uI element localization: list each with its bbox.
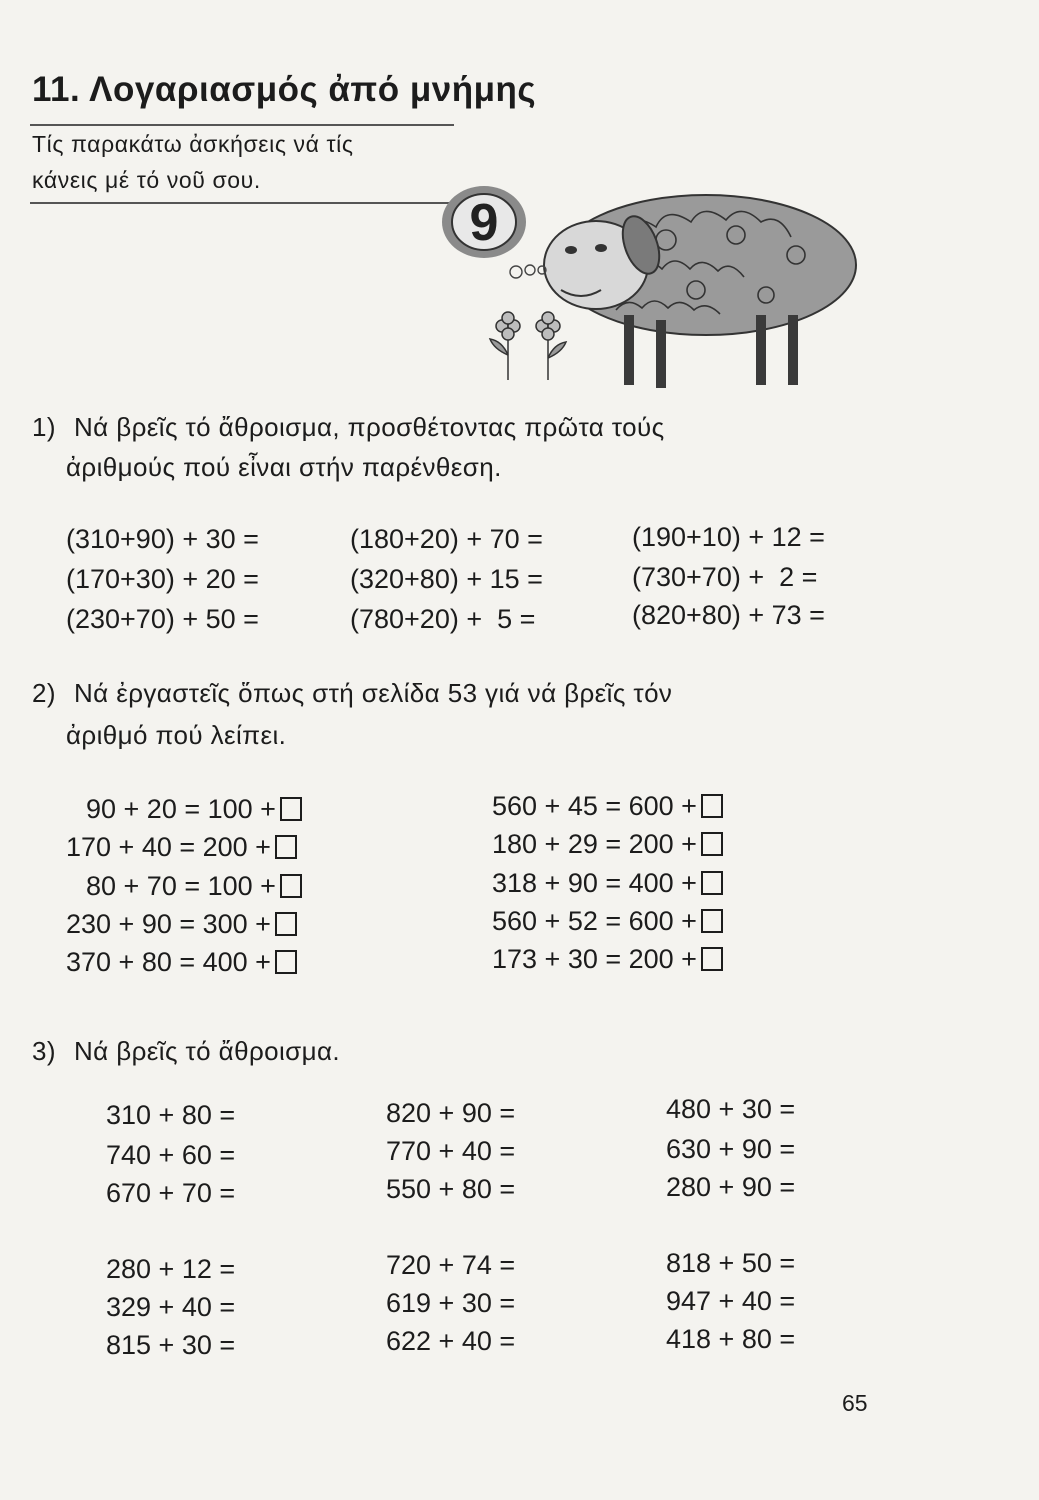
sheep-icon (436, 180, 866, 390)
answer-box[interactable] (701, 794, 723, 818)
ex1-item: (310+90) + 30 = (66, 524, 259, 554)
badge-digit: 9 (469, 194, 499, 252)
answer-box[interactable] (280, 874, 302, 898)
ex1-item: (170+30) + 20 = (66, 564, 259, 594)
page-number: 65 (842, 1390, 868, 1416)
intro-line-1: Τίς παρακάτω ἀσκήσεις νά τίς (32, 131, 354, 157)
ex1-item: (180+20) + 70 = (350, 524, 543, 554)
ex3-item: 820 + 90 = (386, 1098, 516, 1128)
ex3-item: 280 + 90 = (666, 1172, 796, 1202)
ex3-item: 619 + 30 = (386, 1288, 516, 1318)
answer-box[interactable] (701, 909, 723, 933)
answer-box[interactable] (275, 950, 297, 974)
ex2-right-item: 180 + 29 = 200 + (492, 829, 723, 860)
rule-top (30, 124, 454, 126)
ex3-item: 670 + 70 = (106, 1178, 236, 1208)
ex3-number: 3) (32, 1036, 56, 1066)
ex3-item: 740 + 60 = (106, 1140, 236, 1170)
ex2-instruction-2: ἀριθμό πού λείπει. (66, 720, 287, 750)
ex3-item: 280 + 12 = (106, 1254, 236, 1284)
intro-line-2: κάνεις μέ τό νοῦ σου. (32, 167, 261, 193)
ex2-right-item: 318 + 90 = 400 + (492, 868, 723, 899)
ex2-right-item: 560 + 52 = 600 + (492, 906, 723, 937)
ex1-instruction-1: Νά βρεῖς τό ἄθροισμα, προσθέτοντας πρῶτα τούς (74, 412, 665, 442)
answer-box[interactable] (275, 835, 297, 859)
flowers-icon (490, 312, 566, 380)
ex1-item: (320+80) + 15 = (350, 564, 543, 594)
ex3-instruction: Νά βρεῖς τό ἄθροισμα. (74, 1036, 341, 1066)
ex3-item: 815 + 30 = (106, 1330, 236, 1360)
ex2-left-item: 230 + 90 = 300 + (66, 909, 297, 940)
digit-nine-icon (442, 186, 526, 258)
ex1-instruction-2: ἀριθμούς πού εἶναι στήν παρένθεση. (66, 452, 502, 482)
ex3-item: 622 + 40 = (386, 1326, 516, 1356)
ex2-left-item: 80 + 70 = 100 + (86, 871, 302, 902)
ex2-left-item: 370 + 80 = 400 + (66, 947, 297, 978)
ex3-item: 329 + 40 = (106, 1292, 236, 1322)
answer-box[interactable] (280, 797, 302, 821)
ex1-item: (230+70) + 50 = (66, 604, 259, 634)
ex3-item: 720 + 74 = (386, 1250, 516, 1280)
ex1-number: 1) (32, 412, 56, 442)
ex3-item: 818 + 50 = (666, 1248, 796, 1278)
ex3-item: 947 + 40 = (666, 1286, 796, 1316)
ex2-left-item: 170 + 40 = 200 + (66, 832, 297, 863)
answer-box[interactable] (701, 832, 723, 856)
ex3-item: 418 + 80 = (666, 1324, 796, 1354)
ex3-item: 550 + 80 = (386, 1174, 516, 1204)
ex1-item: (780+20) + 5 = (350, 604, 536, 634)
ex3-item: 310 + 80 = (106, 1100, 236, 1130)
page-title: 11. Λογαριασμός ἀπό μνήμης (32, 70, 537, 109)
rule-bottom (30, 202, 454, 204)
ex3-item: 480 + 30 = (666, 1094, 796, 1124)
ex2-instruction-1: Νά ἐργαστεῖς ὅπως στή σελίδα 53 γιά νά βρεῖς τόν (74, 678, 673, 708)
answer-box[interactable] (275, 912, 297, 936)
ex3-item: 770 + 40 = (386, 1136, 516, 1166)
ex1-item: (190+10) + 12 = (632, 522, 825, 552)
ex2-number: 2) (32, 678, 56, 708)
answer-box[interactable] (701, 947, 723, 971)
ex2-right-item: 560 + 45 = 600 + (492, 791, 723, 822)
ex1-item: (820+80) + 73 = (632, 600, 825, 630)
ex1-item: (730+70) + 2 = (632, 562, 818, 592)
ex3-item: 630 + 90 = (666, 1134, 796, 1164)
ex2-left-item: 90 + 20 = 100 + (86, 794, 302, 825)
ex2-right-item: 173 + 30 = 200 + (492, 944, 723, 975)
answer-box[interactable] (701, 871, 723, 895)
